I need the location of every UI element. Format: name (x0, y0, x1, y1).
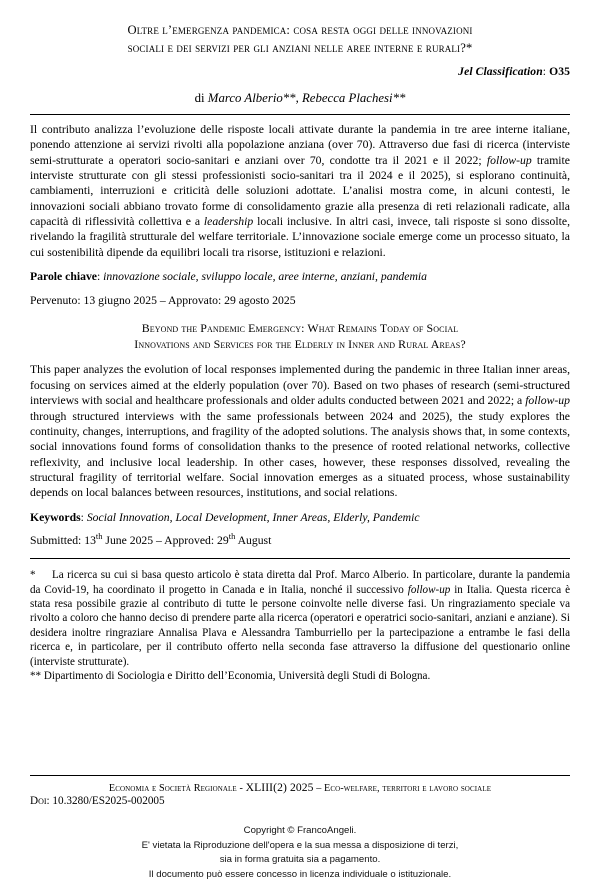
copyright-line-3: sia in forma gratuita sia a pagamento. (219, 854, 381, 866)
journal-footer-rule (30, 775, 570, 776)
journal-name: Economia e Società Regionale (108, 783, 237, 794)
jel-classification (30, 65, 570, 78)
abstract-top-rule (30, 114, 570, 115)
dates-en-sup-1: th (95, 531, 103, 542)
author-names: Marco Alberio**, Rebecca Plachesi** (207, 90, 406, 105)
abstract-it-part-3: locali inclusive. In altri casi, invece, tali risposte si sono dissolte, rivelando la fragilità strutturale del welfare territoriale. L’innovazione sociale emerge come un processo situato, la cui sostenibilità dipende da equilibri locali tra risorse, istituzioni e relazioni. (30, 215, 570, 259)
journal-sep-2: – (313, 783, 325, 794)
footnote-1-part-2: in Italia. Questa ricerca è stata resa possibile grazie al contributo di tutte le persone coinvolte nelle diverse fasi. Un ringraziamento speciale va rivolto a coloro che hanno deciso di prendere parte alla ricerca (operatori e operatrici socio-sanitari, anziani e anziane). Si desidera inoltre ringraziare Annalisa Plava e Alessandra Tamburriello per la partecipazione a entrambe le fasi della ricerca e, in particolare, per il contributo offerto nella seconda fase attraverso la diffusione del questionario online (interviste strutturate). (30, 583, 570, 668)
jel-separator: : (542, 64, 550, 78)
copyright-notice (0, 824, 600, 882)
abstract-en-part-2: through structured interviews with the same professionals between 2024 and 2025), the study explores the continuity, changes, interruptions, and fragility of the adopted solutions. The analysis shows that, in some contexts, social innovations found forms of consolidation thanks to the presence of rooted relational networks, collective reflexivity, and inclusive local leadership. In other cases, however, these responses dissolved, revealing the structural fragility of territorial welfare. Social innovation emerges as a situated process, whose sustainability depends on local balances between resources, institutions, and social relations. (30, 409, 570, 500)
jel-value: O35 (549, 64, 570, 78)
abstract-it-italic-2: leadership (203, 215, 254, 228)
keywords-it-value: innovazione sociale, sviluppo locale, aree interne, anziani, pandemia (103, 270, 427, 284)
title-en-line-2: Innovations and Services for the Elderly in Inner and Rural Areas? (134, 337, 466, 352)
author-byline (30, 91, 570, 106)
title-line-1: Oltre l’emergenza pandemica: cosa resta oggi delle innovazioni (127, 23, 473, 37)
title-line-2: sociali e dei servizi per gli anziani nelle aree interne e rurali?* (127, 40, 473, 55)
abstract-it-part-1: Il contributo analizza l’evoluzione delle risposte locali attivate durante la pandemia in tre aree interne italiane, ponendo attenzione ai servizi rivolti alla popolazione anziana (over 70). Attraverso due fasi di ricerca (interviste semi-strutturate a operatori socio-sanitari e anziani over 70, condotte tra il 2021 e il 2022; (30, 122, 570, 167)
journal-footer (30, 775, 570, 807)
journal-volume: XLIII(2) 2025 (245, 781, 314, 794)
journal-issue-title: Eco-welfare, territori e lavoro sociale (324, 783, 492, 794)
keywords-it-label: Parole chiave (30, 270, 97, 284)
page-title (36, 22, 564, 58)
footnote-zone (30, 558, 570, 683)
keywords-italian (30, 269, 570, 284)
footnote-second: ** Dipartimento di Sociologia e Diritto dell’Economia, Università degli Studi di Bologna. (30, 670, 431, 683)
byline-prefix: di (194, 90, 208, 105)
journal-sep-1: - (236, 783, 246, 794)
abstract-en-italic-1: follow-up (525, 394, 570, 408)
title-en-line-1: Beyond the Pandemic Emergency: What Remains Today of Social (141, 320, 459, 335)
dates-en-sup-2: th (228, 531, 236, 542)
keywords-en-label: Keywords (30, 510, 81, 524)
journal-citation (30, 781, 570, 794)
abstract-it-part-2: tramite interviste strutturate con gli stessi professionisti socio-sanitari tra il 2024 e il 2025), si esplorano continuità, cambiamenti, interruzioni e criticità delle soluzioni adottate. L’analisi mostra come, in alcuni contesti, le innovazioni sociali abbiano trovato forme di consolidamento grazie alla presenza di reti relazionali radicate, alla capacità di riflessività collettiva e a (30, 153, 570, 228)
footnote-1-part-1: La ricerca su cui si basa questo articolo è stata diretta dal Prof. Marco Alberio. In particolare, durante la pandemia da Covid-19, ha coordinato il progetto in Canada e in Italia, nonché il successivo (30, 569, 570, 596)
footnote-first (30, 568, 570, 669)
dates-en-suffix: August (235, 534, 272, 548)
keywords-it-separator: : (96, 270, 104, 284)
journal-doi: Doi: 10.3280/ES2025-002005 (30, 795, 165, 807)
abstract-italian (30, 122, 570, 260)
copyright-line-4: Il documento può essere concesso in licenza individuale o istituzionale. (148, 868, 452, 880)
keywords-en-value: Social Innovation, Local Development, Inner Areas, Elderly, Pandemic (86, 510, 420, 524)
page-title-english (44, 320, 556, 354)
jel-label: Jel Classification (458, 64, 543, 78)
keywords-en-separator: : (80, 510, 87, 524)
dates-english (30, 531, 570, 548)
keywords-english (30, 510, 570, 525)
copyright-line-1: Copyright © FrancoAngeli. (243, 825, 357, 836)
dates-italian: Pervenuto: 13 giugno 2025 – Approvato: 29 agosto 2025 (30, 293, 296, 307)
abstract-english (30, 362, 570, 500)
footnote-1-italic: follow-up (407, 583, 451, 596)
dates-en-mid: June 2025 – Approved: 29 (102, 534, 229, 548)
footnote-marker: * (30, 569, 36, 582)
abstract-en-part-1: This paper analyzes the evolution of local responses implemented during the pandemic in three Italian inner areas, focusing on services aimed at the elderly population (over 70). Based on two phases of research (semi-structured interviews with social and healthcare professionals and older adults conducted between 2021 and 2022; a (30, 363, 570, 408)
abstract-it-italic-1: follow-up (486, 153, 532, 167)
footnote-rule (30, 558, 570, 559)
copyright-line-2: E' vietata la Riproduzione dell'opera e la sua messa a disposizione di terzi, (141, 839, 459, 851)
dates-en-prefix: Submitted: 13 (30, 534, 96, 548)
